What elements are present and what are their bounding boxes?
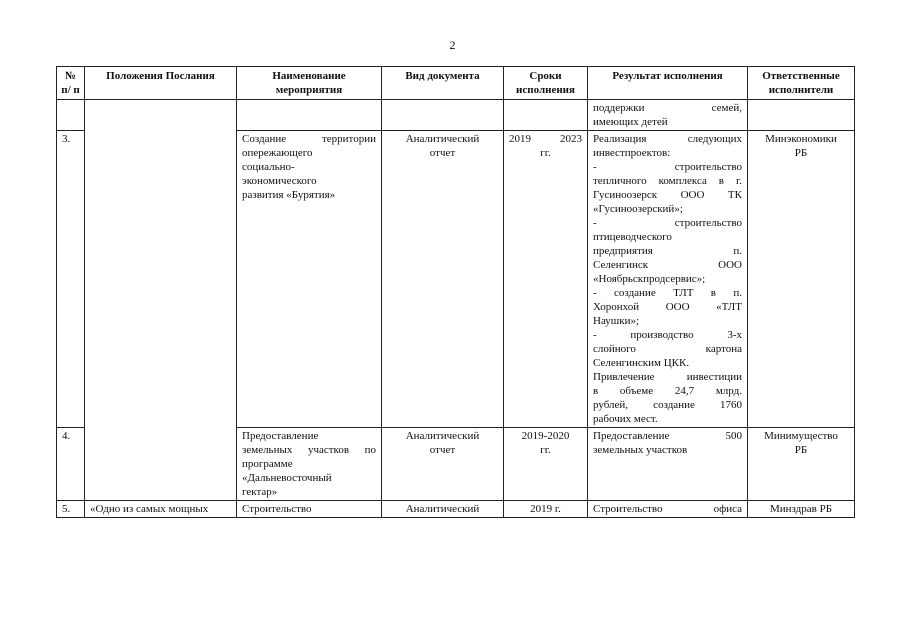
cell-num: 4.: [57, 428, 85, 501]
cell-num: 3.: [57, 131, 85, 428]
cell-provisions: «Одно из самых мощных: [85, 501, 237, 518]
cell-deadline: 2019-2020 гг.: [504, 428, 588, 501]
event-line: гектар»: [242, 486, 278, 498]
result-line: - производство 3-х: [593, 329, 742, 341]
event-line: «Дальневосточный: [242, 472, 332, 484]
event-line: земельных участков по: [242, 444, 376, 456]
table-row: [57, 501, 855, 518]
result-line: Предоставление 500: [593, 430, 742, 442]
result-line: инвестпроектов:: [593, 147, 671, 159]
result-line: - создание ТЛТ в п.: [593, 287, 742, 299]
cell-doc-type: Аналитический: [382, 501, 504, 518]
header-provisions: Положения Послания: [85, 67, 237, 100]
result-line: Хоронхой ООО «ТЛТ: [593, 301, 742, 313]
table-header-row: [57, 67, 855, 100]
event-line: социально-: [242, 161, 295, 173]
cell-doc-type: Аналитический отчет: [382, 428, 504, 501]
cell-deadline: 2019 г.: [504, 501, 588, 518]
result-line: поддержки семей,: [593, 102, 742, 114]
cell-doc-type: Аналитический отчет: [382, 131, 504, 428]
result-line: Строительство офиса: [593, 503, 742, 515]
cell-event: [237, 131, 382, 428]
result-line: земельных участков: [593, 444, 688, 456]
result-line: слойного картона: [593, 343, 742, 355]
header-responsible: Ответственные исполнители: [748, 67, 855, 100]
cell-deadline-continued: [504, 100, 588, 131]
cell-deadline: [504, 131, 588, 428]
cell-event-continued: [237, 100, 382, 131]
header-event: Наименование мероприятия: [237, 67, 382, 100]
page-number: 2: [449, 38, 456, 52]
result-line: Гусиноозерск ООО ТК: [593, 189, 742, 201]
header-deadline: Сроки исполнения: [504, 67, 588, 100]
cell-responsible: Минэкономики РБ: [748, 131, 855, 428]
cell-result: [588, 501, 748, 518]
result-line: Наушки»;: [593, 315, 640, 327]
cell-result: [588, 131, 748, 428]
result-line: Селенгинским ЦКК.: [593, 357, 690, 369]
result-line: - строительство: [593, 217, 742, 229]
result-line: в объеме 24,7 млрд.: [593, 385, 742, 397]
cell-provisions-merged: [85, 100, 237, 501]
cell-num: 5.: [57, 501, 85, 518]
event-line: Создание территории: [242, 133, 376, 145]
cell-result-continued: [588, 100, 748, 131]
event-line: экономического: [242, 175, 317, 187]
event-line: программе: [242, 458, 293, 470]
deadline-line: 2019 2023: [509, 133, 582, 145]
cell-responsible: Минимущество РБ: [748, 428, 855, 501]
result-line: «Ноябрьскпродсервис»;: [593, 273, 706, 285]
result-line: «Гусиноозерский»;: [593, 203, 683, 215]
result-line: предприятия п.: [593, 245, 742, 257]
result-line: рабочих мест.: [593, 413, 658, 425]
measures-table: [56, 66, 855, 518]
event-line: развития «Бурятия»: [242, 189, 336, 201]
cell-event: Строительство: [237, 501, 382, 518]
cell-event: [237, 428, 382, 501]
result-line: Реализация следующих: [593, 133, 742, 145]
cell-doc-type-continued: [382, 100, 504, 131]
result-line: Привлечение инвестиции: [593, 371, 742, 383]
result-line: рублей, создание 1760: [593, 399, 742, 411]
header-num: № п/ п: [57, 67, 85, 100]
event-line: опережающего: [242, 147, 313, 159]
header-result: Результат исполнения: [588, 67, 748, 100]
deadline-line: гг.: [540, 147, 551, 159]
cell-num-continued: [57, 100, 85, 131]
result-line: Селенгинск ООО: [593, 259, 742, 271]
table-row-continuation: [57, 100, 855, 131]
result-line: - строительство: [593, 161, 742, 173]
cell-responsible-continued: [748, 100, 855, 131]
cell-responsible: Минздрав РБ: [748, 501, 855, 518]
result-line: птицеводческого: [593, 231, 672, 243]
result-line: тепличного комплекса в г.: [593, 175, 742, 187]
result-line: имеющих детей: [593, 116, 668, 128]
cell-result: [588, 428, 748, 501]
event-line: Предоставление: [242, 430, 319, 442]
header-doc-type: Вид документа: [382, 67, 504, 100]
